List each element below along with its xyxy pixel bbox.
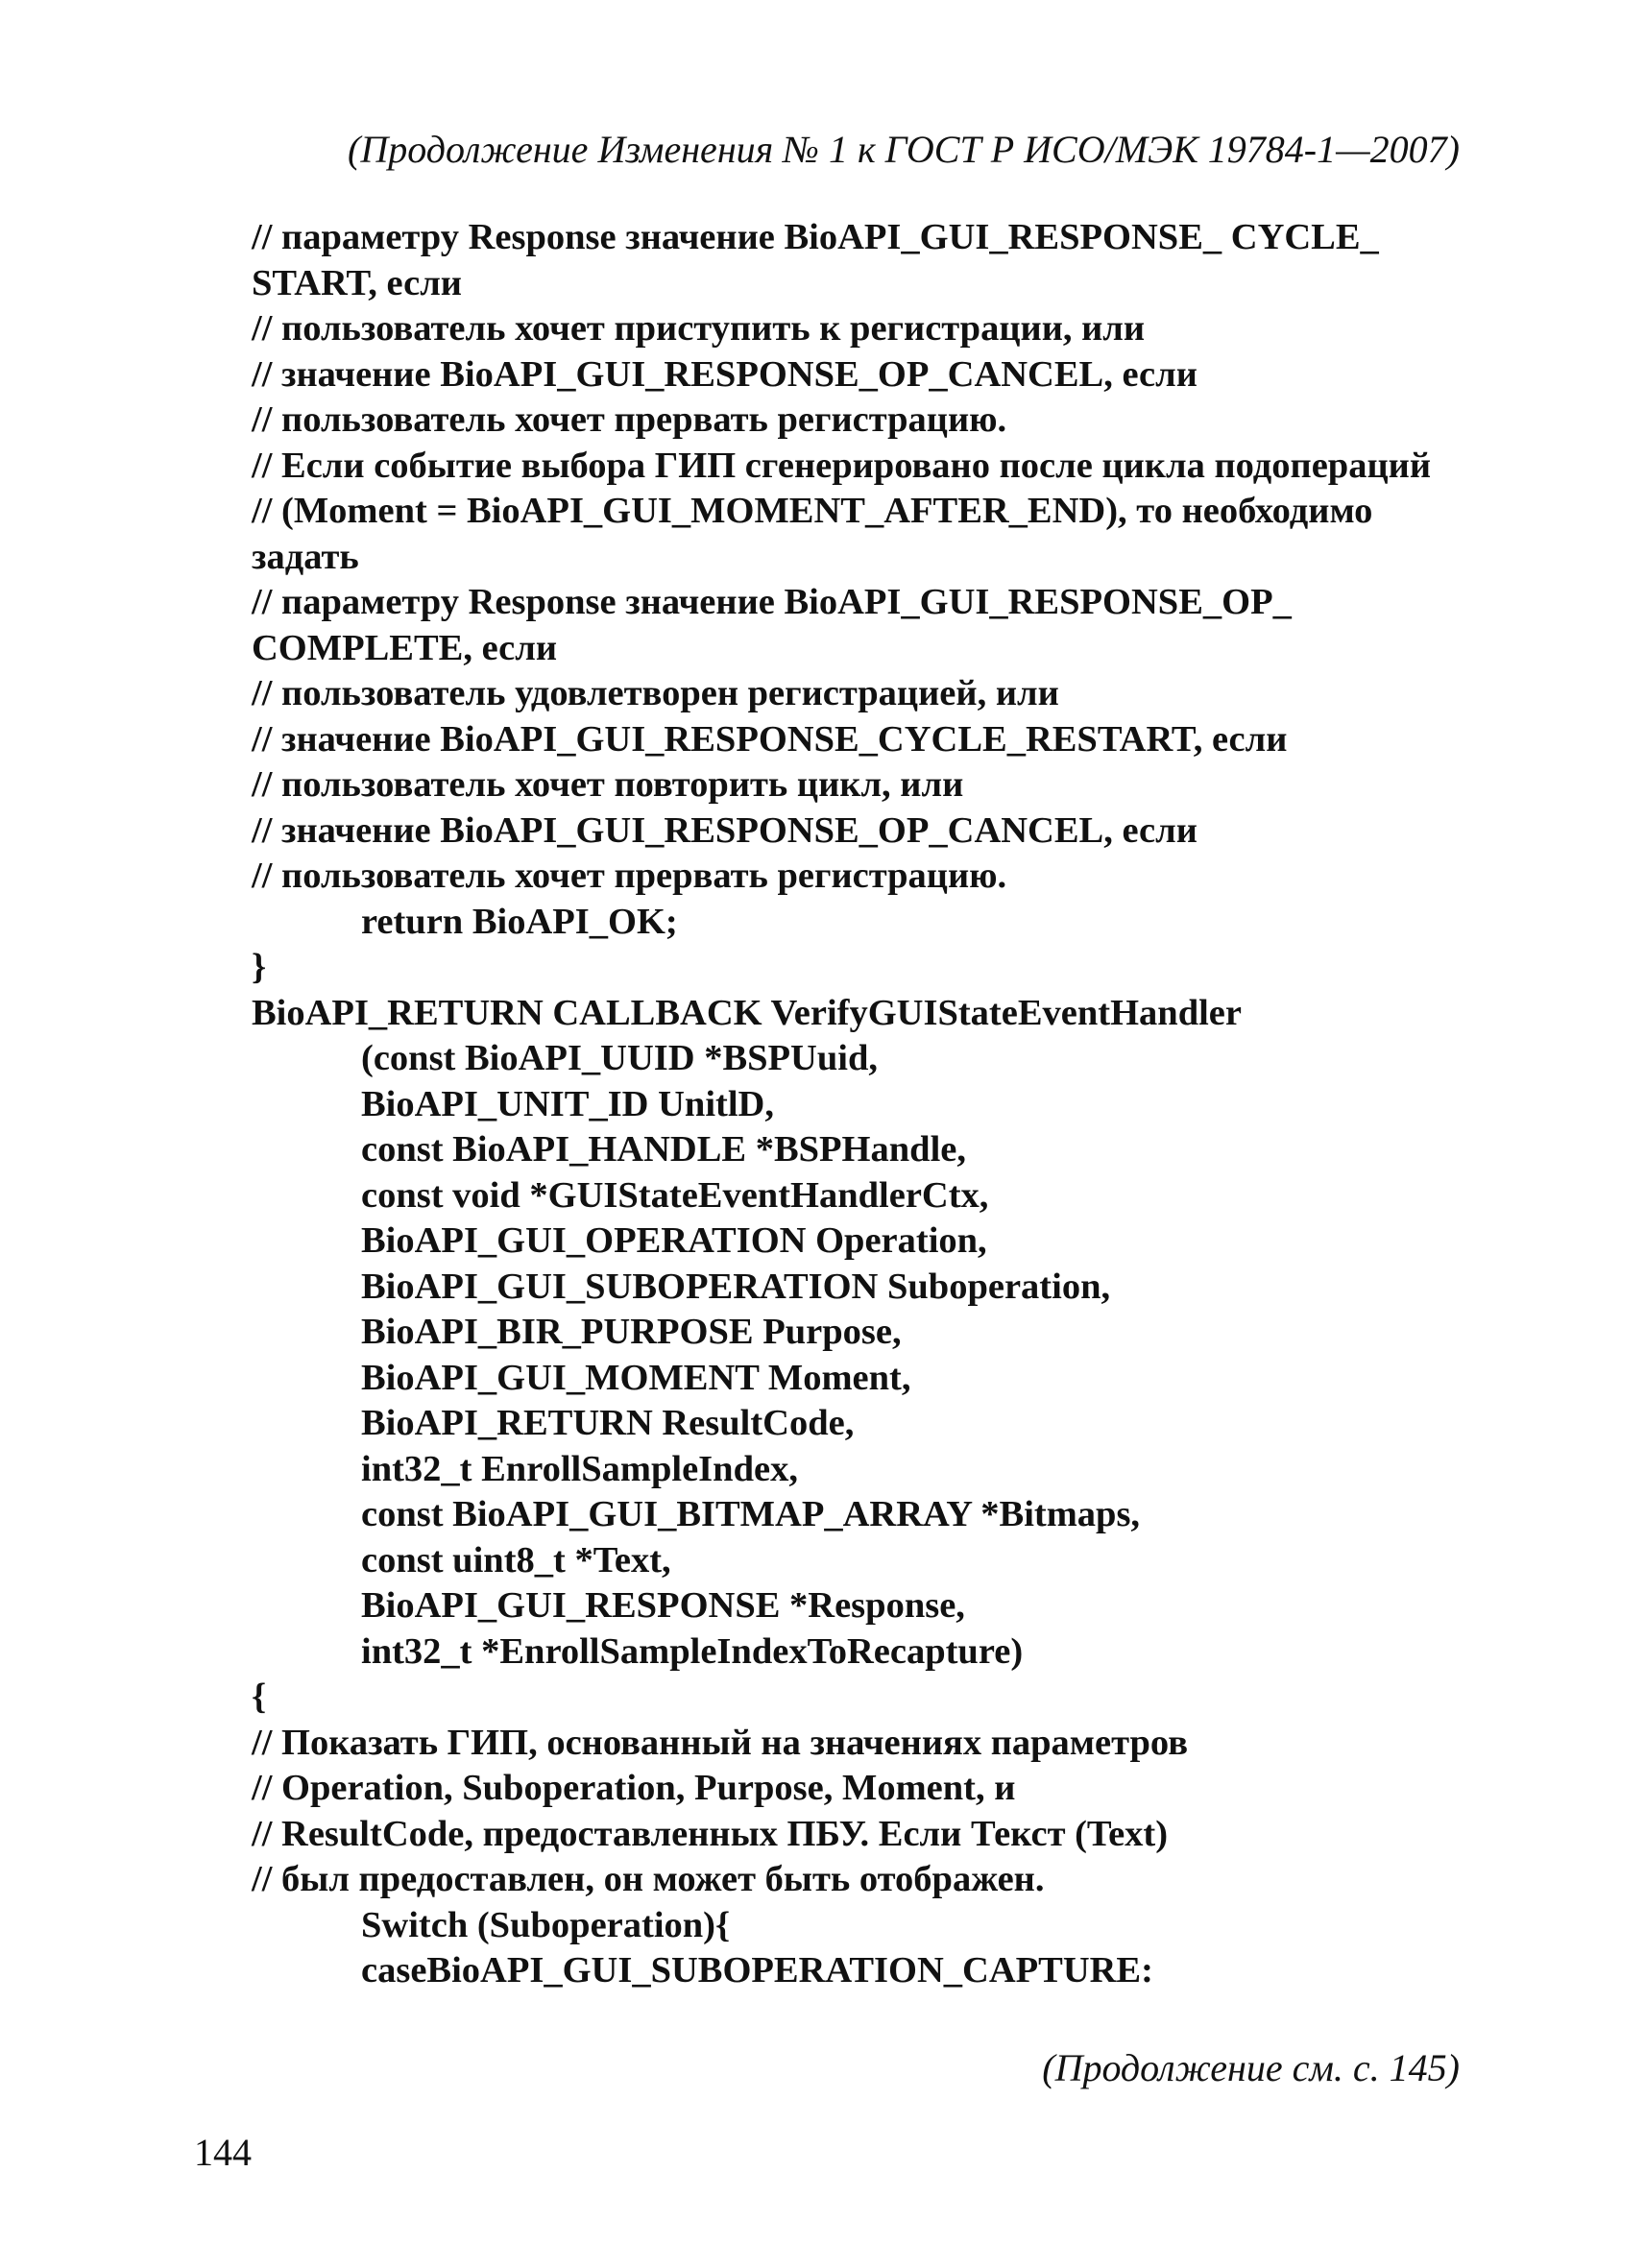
code-line: const void *GUIStateEventHandlerCtx, [361, 1174, 989, 1216]
code-line: // был предоставлен, он может быть отображен. [252, 1859, 1045, 1899]
code-line: // пользователь хочет прервать регистрацию. [252, 856, 1007, 896]
code-line: caseBioAPI_GUI_SUBOPERATION_CAPTURE: [361, 1950, 1153, 1991]
code-line: BioAPI_GUI_RESPONSE *Response, [361, 1585, 965, 1626]
page-header-continuation: (Продолжение Изменения № 1 к ГОСТ Р ИСО/МЭК 19784-1—2007) [348, 128, 1460, 171]
code-line: { [252, 1677, 267, 1717]
code-line: const BioAPI_GUI_BITMAP_ARRAY *Bitmaps, [361, 1494, 1141, 1534]
code-line: // пользователь хочет прервать регистрацию. [252, 399, 1007, 440]
page-number: 144 [194, 2131, 252, 2174]
code-line: // (Moment = BioAPI_GUI_MOMENT_AFTER_END), то необходимо [252, 491, 1373, 531]
code-line: BioAPI_RETURN CALLBACK VerifyGUIStateEventHandler [252, 992, 1242, 1033]
code-line: // Показать ГИП, основанный на значениях параметров [252, 1722, 1188, 1763]
code-line: // Если событие выбора ГИП сгенерировано после цикла подопераций [252, 445, 1431, 486]
code-line: // пользователь удовлетворен регистрацией, или [252, 673, 1059, 713]
code-line: } [252, 947, 267, 987]
code-line: const uint8_t *Text, [361, 1539, 671, 1580]
code-line: // значение BioAPI_GUI_RESPONSE_OP_CANCEL, если [252, 353, 1197, 395]
code-line: BioAPI_UNIT_ID UnitlD, [361, 1083, 774, 1124]
code-line: // ResultCode, предоставленных ПБУ. Если Текст (Text) [252, 1813, 1169, 1854]
code-line: int32_t *EnrollSampleIndexToRecapture) [361, 1630, 1024, 1672]
code-listing [252, 215, 1510, 1994]
code-line: // Operation, Suboperation, Purpose, Moment, и [252, 1768, 1016, 1808]
code-line: // пользователь хочет повторить цикл, или [252, 764, 964, 805]
code-line: int32_t EnrollSampleIndex, [361, 1448, 798, 1489]
code-line: BioAPI_GUI_MOMENT Moment, [361, 1357, 911, 1398]
code-line: // значение BioAPI_GUI_RESPONSE_OP_CANCEL, если [252, 809, 1197, 851]
code-line: // параметру Response значение BioAPI_GUI_RESPONSE_ CYCLE_ [252, 217, 1379, 257]
code-line: BioAPI_GUI_SUBOPERATION Suboperation, [361, 1266, 1111, 1307]
code-line: return BioAPI_OK; [361, 901, 678, 942]
code-line: BioAPI_GUI_OPERATION Operation, [361, 1220, 987, 1261]
code-line: (const BioAPI_UUID *BSPUuid, [361, 1038, 879, 1078]
continuation-note: (Продолжение см. с. 145) [1042, 2046, 1460, 2089]
code-line: BioAPI_RETURN ResultCode, [361, 1403, 855, 1443]
code-line: // параметру Response значение BioAPI_GUI_RESPONSE_OP_ [252, 582, 1292, 622]
code-line: // пользователь хочет приступить к регистрации, или [252, 308, 1146, 349]
code-line: const BioAPI_HANDLE *BSPHandle, [361, 1129, 966, 1170]
code-line: // значение BioAPI_GUI_RESPONSE_CYCLE_RESTART, если [252, 718, 1288, 760]
code-line: BioAPI_BIR_PURPOSE Purpose, [361, 1312, 902, 1352]
code-line: START, если [252, 262, 462, 303]
code-line: задать [252, 536, 359, 577]
code-line: Switch (Suboperation){ [361, 1904, 731, 1945]
code-line: COMPLETE, если [252, 627, 558, 668]
